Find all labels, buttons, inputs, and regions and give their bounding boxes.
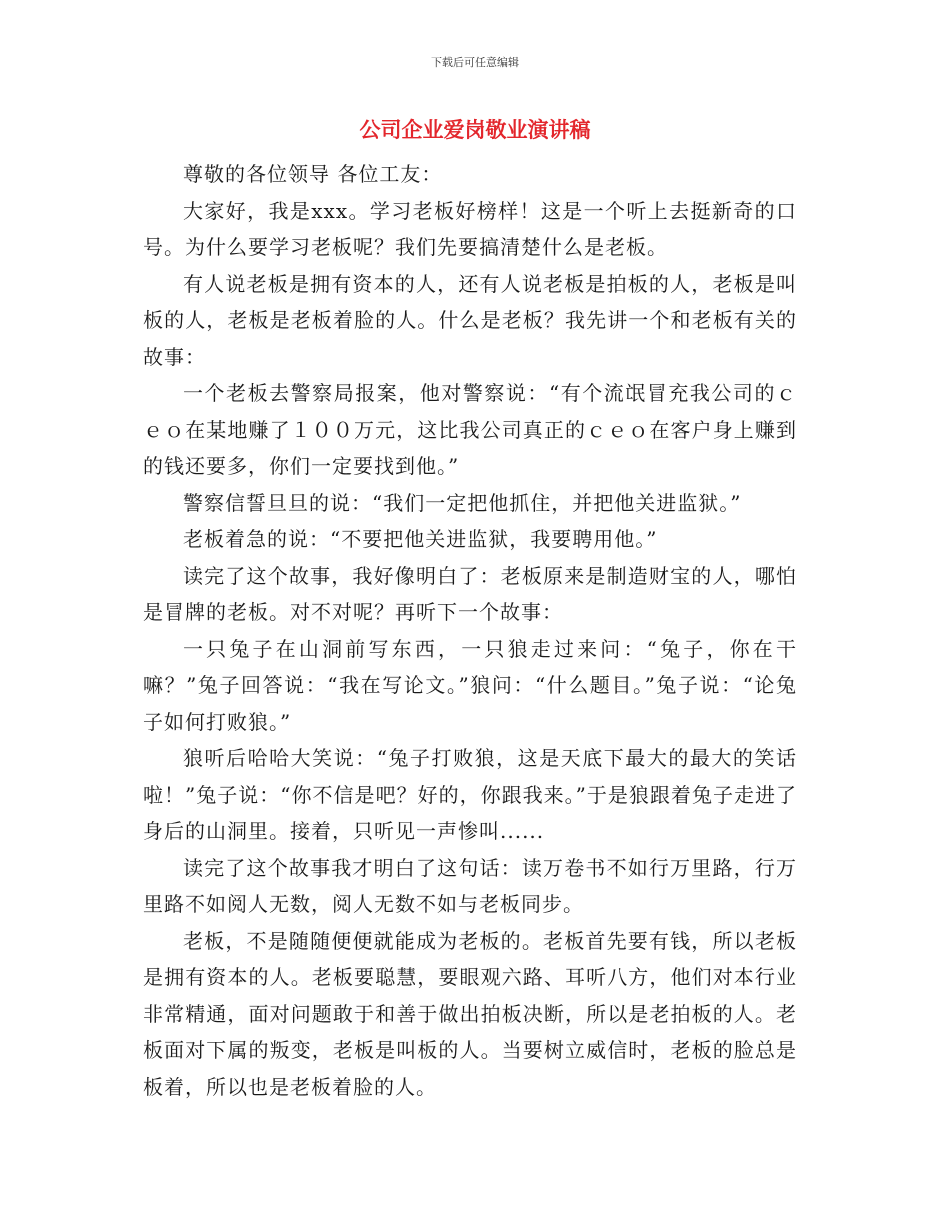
document-title: 公司企业爱岗敬业演讲稿 bbox=[359, 117, 591, 142]
paragraph: 有人说老板是拥有资本的人，还有人说老板是拍板的人，老板是叫板的人，老板是老板着脸的人。什么是老板？我先讲一个和老板有关的故事： bbox=[143, 271, 797, 369]
paragraph: 读完了这个故事，我好像明白了：老板原来是制造财宝的人，哪怕是冒牌的老板。对不对呢？再听下一个故事： bbox=[143, 563, 797, 624]
header-note: 下载后可任意编辑 bbox=[431, 56, 519, 69]
paragraph-salutation: 尊敬的各位领导 各位工友： bbox=[183, 162, 443, 186]
paragraph: 老板着急的说：“不要把他关进监狱，我要聘用他。” bbox=[183, 527, 658, 551]
paragraph: 狼听后哈哈大笑说：“兔子打败狼，这是天底下最大的最大的笑话啦！”兔子说：“你不信是吧？好的，你跟我来。”于是狼跟着兔子走进了身后的山洞里。接着，只听见一声惨叫...... bbox=[143, 746, 797, 843]
paragraph: 警察信誓旦旦的说：“我们一定把他抓住，并把他关进监狱。” bbox=[183, 490, 742, 515]
paragraph: 一只兔子在山洞前写东西，一只狼走过来问：“兔子，你在干嘛？”兔子回答说：“我在写论文。”狼问：“什么题目。”兔子说：“论兔子如何打败狼。” bbox=[143, 636, 797, 734]
document-body bbox=[143, 156, 797, 1105]
paragraph: 大家好，我是xxx。学习老板好榜样！这是一个听上去挺新奇的口号。为什么要学习老板呢？我们先要搞清楚什么是老板。 bbox=[143, 198, 797, 259]
paragraph: 老板，不是随随便便就能成为老板的。老板首先要有钱，所以老板是拥有资本的人。老板要聪慧，要眼观六路、耳听八方，他们对本行业非常精通，面对问题敢于和善于做出拍板决断，所以是老拍板的人。老板面对下属的叛变，老板是叫板的人。当要树立威信时，老板的脸总是板着，所以也是老板着脸的人。 bbox=[143, 928, 797, 1099]
paragraph: 读完了这个故事我才明白了这句话：读万卷书不如行万里路，行万里路不如阅人无数，阅人无数不如与老板同步。 bbox=[143, 855, 797, 916]
paragraph: 一个老板去警察局报案，他对警察说：“有个流氓冒充我公司的ｃｅｏ在某地赚了１００万元，这比我公司真正的ｃｅｏ在客户身上赚到的钱还要多，你们一定要找到他。” bbox=[143, 381, 797, 478]
